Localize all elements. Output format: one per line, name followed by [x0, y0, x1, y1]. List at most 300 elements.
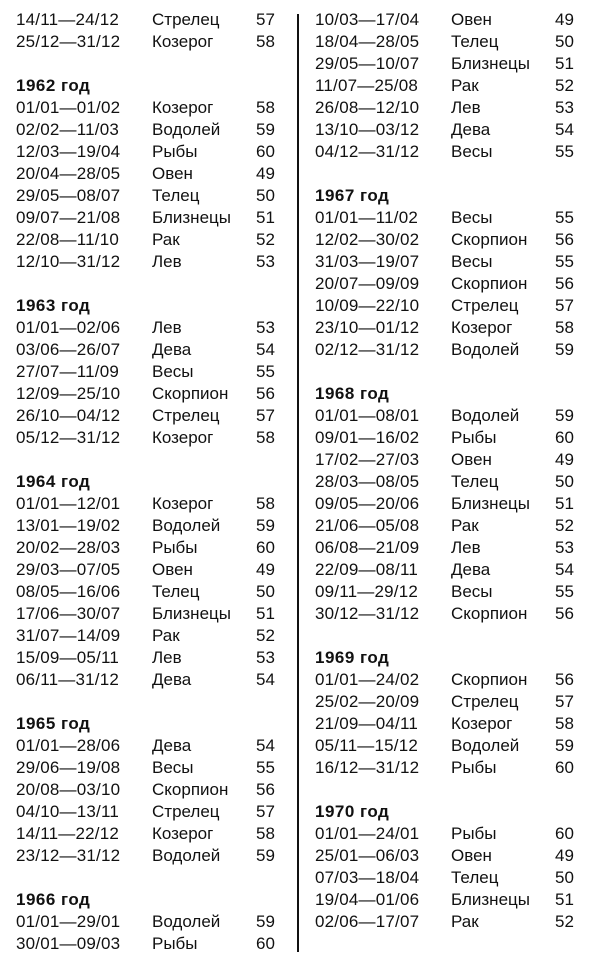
table-row	[315, 119, 585, 141]
section-spacer	[315, 361, 585, 383]
sign-number: 58	[256, 824, 275, 843]
table-row	[16, 405, 286, 427]
date-range: 04/10—13/11	[16, 802, 120, 821]
table-row	[16, 933, 286, 955]
sign-number: 60	[555, 428, 574, 447]
date-range: 17/06—30/07	[16, 604, 121, 623]
sign-number: 56	[555, 230, 574, 249]
date-range: 01/01—01/02	[16, 98, 121, 117]
sign-number: 60	[256, 538, 275, 557]
zodiac-sign: Овен	[152, 164, 193, 183]
date-range: 05/11—15/12	[315, 736, 419, 755]
section-spacer	[16, 273, 286, 295]
date-range: 07/03—18/04	[315, 868, 420, 887]
date-range: 12/09—25/10	[16, 384, 121, 403]
zodiac-sign: Лев	[152, 318, 182, 337]
sign-number: 51	[555, 494, 574, 513]
zodiac-sign: Стрелец	[451, 692, 519, 711]
sign-number: 54	[555, 120, 574, 139]
table-row	[16, 185, 286, 207]
table-row	[16, 317, 286, 339]
left-column	[16, 9, 286, 955]
sign-number: 54	[256, 670, 275, 689]
sign-number: 56	[555, 274, 574, 293]
right-column	[315, 9, 585, 933]
zodiac-sign: Водолей	[451, 736, 520, 755]
sign-number: 56	[555, 604, 574, 623]
sign-number: 60	[555, 758, 574, 777]
table-row	[315, 845, 585, 867]
table-row	[16, 537, 286, 559]
table-row	[315, 339, 585, 361]
sign-number: 54	[256, 736, 275, 755]
zodiac-sign: Рак	[152, 626, 180, 645]
sign-number: 49	[555, 450, 574, 469]
zodiac-sign: Близнецы	[451, 890, 530, 909]
section-spacer	[16, 691, 286, 713]
sign-number: 50	[555, 472, 574, 491]
zodiac-sign: Овен	[451, 10, 492, 29]
zodiac-sign: Овен	[451, 450, 492, 469]
zodiac-sign: Рыбы	[152, 142, 198, 161]
sign-number: 58	[555, 714, 574, 733]
date-range: 09/05—20/06	[315, 494, 420, 513]
table-row	[315, 713, 585, 735]
table-row	[315, 31, 585, 53]
zodiac-sign: Козерог	[152, 494, 214, 513]
sign-number: 60	[256, 934, 275, 953]
year-rows	[315, 207, 585, 361]
table-row	[16, 119, 286, 141]
zodiac-sign: Козерог	[451, 318, 513, 337]
date-range: 01/01—28/06	[16, 736, 121, 755]
table-row	[16, 427, 286, 449]
zodiac-sign: Козерог	[152, 824, 214, 843]
table-row	[16, 9, 286, 31]
year-heading: 1965 год	[16, 714, 91, 733]
date-range: 01/01—24/02	[315, 670, 420, 689]
sign-number: 51	[555, 54, 574, 73]
date-range: 13/10—03/12	[315, 120, 420, 139]
sign-number: 59	[256, 120, 275, 139]
table-row	[315, 691, 585, 713]
table-row	[16, 207, 286, 229]
sign-number: 56	[256, 384, 275, 403]
sign-number: 59	[555, 736, 574, 755]
table-row	[315, 603, 585, 625]
date-range: 05/12—31/12	[16, 428, 121, 447]
sign-number: 51	[256, 604, 275, 623]
zodiac-sign: Дева	[152, 340, 192, 359]
sign-number: 58	[256, 98, 275, 117]
sign-number: 54	[555, 560, 574, 579]
date-range: 09/07—21/08	[16, 208, 121, 227]
section-spacer	[16, 53, 286, 75]
table-row	[315, 97, 585, 119]
section-spacer	[315, 163, 585, 185]
sign-number: 51	[256, 208, 275, 227]
zodiac-sign: Близнецы	[152, 604, 231, 623]
date-range: 30/01—09/03	[16, 934, 121, 953]
zodiac-sign: Телец	[451, 868, 499, 887]
zodiac-sign: Весы	[451, 252, 493, 271]
year-section	[16, 889, 286, 955]
year-heading: 1967 год	[315, 186, 390, 205]
date-range: 31/03—19/07	[315, 252, 420, 271]
year-section	[315, 647, 585, 779]
zodiac-sign: Стрелец	[451, 296, 519, 315]
sign-number: 58	[555, 318, 574, 337]
zodiac-sign: Близнецы	[451, 54, 530, 73]
sign-number: 52	[256, 230, 275, 249]
date-range: 10/09—22/10	[315, 296, 420, 315]
sign-number: 58	[256, 494, 275, 513]
zodiac-sign: Овен	[152, 560, 193, 579]
year-heading: 1964 год	[16, 472, 91, 491]
table-row	[16, 339, 286, 361]
year-section	[315, 185, 585, 361]
sign-number: 55	[256, 758, 275, 777]
table-row	[16, 251, 286, 273]
date-range: 17/02—27/03	[315, 450, 420, 469]
date-range: 21/09—04/11	[315, 714, 419, 733]
zodiac-sign: Весы	[152, 758, 194, 777]
zodiac-sign: Рак	[451, 516, 479, 535]
sign-number: 57	[256, 802, 275, 821]
date-range: 19/04—01/06	[315, 890, 420, 909]
table-row	[16, 581, 286, 603]
section-spacer	[315, 779, 585, 801]
sign-number: 51	[555, 890, 574, 909]
zodiac-sign: Скорпион	[152, 780, 229, 799]
sign-number: 55	[555, 252, 574, 271]
table-row	[16, 361, 286, 383]
sign-number: 52	[256, 626, 275, 645]
date-range: 25/01—06/03	[315, 846, 420, 865]
table-row	[315, 867, 585, 889]
sign-number: 57	[555, 692, 574, 711]
table-row	[315, 537, 585, 559]
year-section	[315, 383, 585, 625]
date-range: 27/07—11/09	[16, 362, 120, 381]
date-range: 29/03—07/05	[16, 560, 121, 579]
date-range: 29/06—19/08	[16, 758, 121, 777]
sign-number: 54	[256, 340, 275, 359]
zodiac-sign: Водолей	[451, 340, 520, 359]
table-row	[315, 273, 585, 295]
date-range: 21/06—05/08	[315, 516, 420, 535]
date-range: 01/01—12/01	[16, 494, 121, 513]
zodiac-sign: Рыбы	[152, 538, 198, 557]
zodiac-sign: Телец	[152, 582, 200, 601]
date-range: 28/03—08/05	[315, 472, 420, 491]
sign-number: 49	[555, 846, 574, 865]
year-rows	[16, 911, 286, 955]
year-section	[315, 9, 585, 163]
date-range: 20/04—28/05	[16, 164, 121, 183]
table-row	[315, 735, 585, 757]
column-divider	[297, 14, 299, 952]
table-row	[16, 801, 286, 823]
sign-number: 59	[555, 406, 574, 425]
zodiac-sign: Рак	[451, 76, 479, 95]
date-range: 16/12—31/12	[315, 758, 420, 777]
table-row	[16, 625, 286, 647]
sign-number: 59	[256, 846, 275, 865]
year-rows	[16, 9, 286, 53]
table-row	[16, 735, 286, 757]
zodiac-sign: Весы	[451, 208, 493, 227]
sign-number: 55	[555, 208, 574, 227]
sign-number: 56	[256, 780, 275, 799]
sign-number: 50	[256, 186, 275, 205]
table-row	[315, 823, 585, 845]
table-row	[315, 911, 585, 933]
table-row	[315, 493, 585, 515]
zodiac-sign: Скорпион	[451, 274, 528, 293]
date-range: 26/08—12/10	[315, 98, 420, 117]
year-section	[16, 9, 286, 53]
sign-number: 53	[555, 538, 574, 557]
zodiac-sign: Лев	[451, 538, 481, 557]
date-range: 30/12—31/12	[315, 604, 420, 623]
table-row	[315, 471, 585, 493]
table-row	[315, 229, 585, 251]
date-range: 15/09—05/11	[16, 648, 120, 667]
date-range: 11/07—25/08	[315, 76, 419, 95]
sign-number: 55	[555, 142, 574, 161]
year-heading: 1969 год	[315, 648, 390, 667]
zodiac-sign: Козерог	[152, 428, 214, 447]
table-row	[315, 75, 585, 97]
year-rows	[315, 9, 585, 163]
sign-number: 53	[256, 648, 275, 667]
sign-number: 57	[555, 296, 574, 315]
sign-number: 50	[555, 32, 574, 51]
table-row	[315, 207, 585, 229]
sign-number: 59	[256, 516, 275, 535]
year-section	[315, 801, 585, 933]
date-range: 06/11—31/12	[16, 670, 120, 689]
zodiac-sign: Телец	[152, 186, 200, 205]
sign-number: 57	[256, 10, 275, 29]
zodiac-sign: Козерог	[451, 714, 513, 733]
zodiac-sign: Дева	[451, 120, 491, 139]
table-row	[16, 559, 286, 581]
sign-number: 56	[555, 670, 574, 689]
date-range: 31/07—14/09	[16, 626, 121, 645]
date-range: 29/05—10/07	[315, 54, 420, 73]
zodiac-sign: Рак	[451, 912, 479, 931]
zodiac-sign: Водолей	[152, 846, 221, 865]
table-row	[315, 141, 585, 163]
date-range: 20/02—28/03	[16, 538, 121, 557]
zodiac-sign: Стрелец	[152, 406, 220, 425]
sign-number: 55	[555, 582, 574, 601]
table-row	[315, 405, 585, 427]
year-rows	[16, 317, 286, 449]
zodiac-sign: Водолей	[152, 912, 221, 931]
year-heading: 1968 год	[315, 384, 390, 403]
zodiac-sign: Близнецы	[152, 208, 231, 227]
sign-number: 57	[256, 406, 275, 425]
date-range: 09/01—16/02	[315, 428, 420, 447]
zodiac-sign: Лев	[152, 252, 182, 271]
year-heading: 1966 год	[16, 890, 91, 909]
zodiac-sign: Рыбы	[451, 428, 497, 447]
table-row	[16, 229, 286, 251]
sign-number: 49	[256, 164, 275, 183]
date-range: 20/07—09/09	[315, 274, 420, 293]
zodiac-sign: Телец	[451, 32, 499, 51]
zodiac-sign: Телец	[451, 472, 499, 491]
sign-number: 50	[555, 868, 574, 887]
table-row	[315, 9, 585, 31]
year-rows	[315, 823, 585, 933]
date-range: 06/08—21/09	[315, 538, 420, 557]
zodiac-sign: Скорпион	[451, 604, 528, 623]
date-range: 22/09—08/11	[315, 560, 419, 579]
date-range: 09/11—29/12	[315, 582, 419, 601]
table-row	[315, 515, 585, 537]
year-heading: 1970 год	[315, 802, 390, 821]
zodiac-sign: Дева	[152, 670, 192, 689]
year-section	[16, 713, 286, 867]
date-range: 02/12—31/12	[315, 340, 420, 359]
sign-number: 59	[256, 912, 275, 931]
zodiac-sign: Рыбы	[451, 758, 497, 777]
year-section	[16, 75, 286, 273]
date-range: 18/04—28/05	[315, 32, 420, 51]
year-rows	[16, 735, 286, 867]
table-row	[315, 757, 585, 779]
table-row	[315, 889, 585, 911]
date-range: 22/08—11/10	[16, 230, 120, 249]
table-row	[16, 31, 286, 53]
date-range: 14/11—22/12	[16, 824, 120, 843]
zodiac-sign: Скорпион	[451, 230, 528, 249]
table-row	[16, 163, 286, 185]
zodiac-sign: Овен	[451, 846, 492, 865]
date-range: 01/01—08/01	[315, 406, 420, 425]
date-range: 23/10—01/12	[315, 318, 420, 337]
date-range: 10/03—17/04	[315, 10, 420, 29]
date-range: 01/01—02/06	[16, 318, 121, 337]
table-row	[16, 911, 286, 933]
year-section	[16, 471, 286, 691]
date-range: 25/02—20/09	[315, 692, 420, 711]
sign-number: 60	[256, 142, 275, 161]
date-range: 25/12—31/12	[16, 32, 121, 51]
zodiac-sign: Рак	[152, 230, 180, 249]
sign-number: 52	[555, 912, 574, 931]
table-row	[315, 53, 585, 75]
zodiac-sign: Козерог	[152, 98, 214, 117]
table-row	[315, 559, 585, 581]
sign-number: 55	[256, 362, 275, 381]
zodiac-sign: Лев	[451, 98, 481, 117]
year-rows	[16, 97, 286, 273]
section-spacer	[16, 867, 286, 889]
date-range: 20/08—03/10	[16, 780, 121, 799]
zodiac-sign: Козерог	[152, 32, 214, 51]
date-range: 08/05—16/06	[16, 582, 121, 601]
table-row	[315, 317, 585, 339]
zodiac-sign: Весы	[451, 142, 493, 161]
sign-number: 58	[256, 428, 275, 447]
year-rows	[16, 493, 286, 691]
year-rows	[315, 405, 585, 625]
table-row	[16, 845, 286, 867]
date-range: 04/12—31/12	[315, 142, 420, 161]
sign-number: 49	[555, 10, 574, 29]
zodiac-sign: Дева	[152, 736, 192, 755]
date-range: 26/10—04/12	[16, 406, 121, 425]
zodiac-sign: Близнецы	[451, 494, 530, 513]
zodiac-sign: Весы	[451, 582, 493, 601]
zodiac-sign: Водолей	[451, 406, 520, 425]
table-row	[16, 757, 286, 779]
zodiac-sign: Стрелец	[152, 10, 220, 29]
zodiac-sign: Скорпион	[451, 670, 528, 689]
zodiac-sign: Весы	[152, 362, 194, 381]
zodiac-sign: Лев	[152, 648, 182, 667]
table-row	[16, 603, 286, 625]
year-section	[16, 295, 286, 449]
year-heading: 1962 год	[16, 76, 91, 95]
date-range: 02/06—17/07	[315, 912, 420, 931]
date-range: 14/11—24/12	[16, 10, 120, 29]
sign-number: 53	[256, 318, 275, 337]
table-row	[16, 647, 286, 669]
sign-number: 50	[256, 582, 275, 601]
year-heading: 1963 год	[16, 296, 91, 315]
table-row	[315, 669, 585, 691]
zodiac-sign: Стрелец	[152, 802, 220, 821]
date-range: 12/02—30/02	[315, 230, 420, 249]
table-row	[16, 493, 286, 515]
date-range: 13/01—19/02	[16, 516, 121, 535]
date-range: 01/01—29/01	[16, 912, 121, 931]
sign-number: 53	[256, 252, 275, 271]
section-spacer	[16, 449, 286, 471]
table-row	[16, 141, 286, 163]
sign-number: 60	[555, 824, 574, 843]
date-range: 12/10—31/12	[16, 252, 121, 271]
date-range: 12/03—19/04	[16, 142, 121, 161]
date-range: 03/06—26/07	[16, 340, 121, 359]
table-row	[315, 427, 585, 449]
table-row	[315, 449, 585, 471]
year-rows	[315, 669, 585, 779]
sign-number: 53	[555, 98, 574, 117]
zodiac-sign: Водолей	[152, 516, 221, 535]
table-row	[315, 251, 585, 273]
date-range: 23/12—31/12	[16, 846, 121, 865]
date-range: 29/05—08/07	[16, 186, 121, 205]
sign-number: 49	[256, 560, 275, 579]
table-row	[16, 823, 286, 845]
table-row	[16, 515, 286, 537]
sign-number: 59	[555, 340, 574, 359]
date-range: 02/02—11/03	[16, 120, 120, 139]
table-row	[16, 669, 286, 691]
date-range: 01/01—11/02	[315, 208, 419, 227]
sign-number: 52	[555, 516, 574, 535]
zodiac-sign: Дева	[451, 560, 491, 579]
sign-number: 52	[555, 76, 574, 95]
zodiac-sign: Скорпион	[152, 384, 229, 403]
